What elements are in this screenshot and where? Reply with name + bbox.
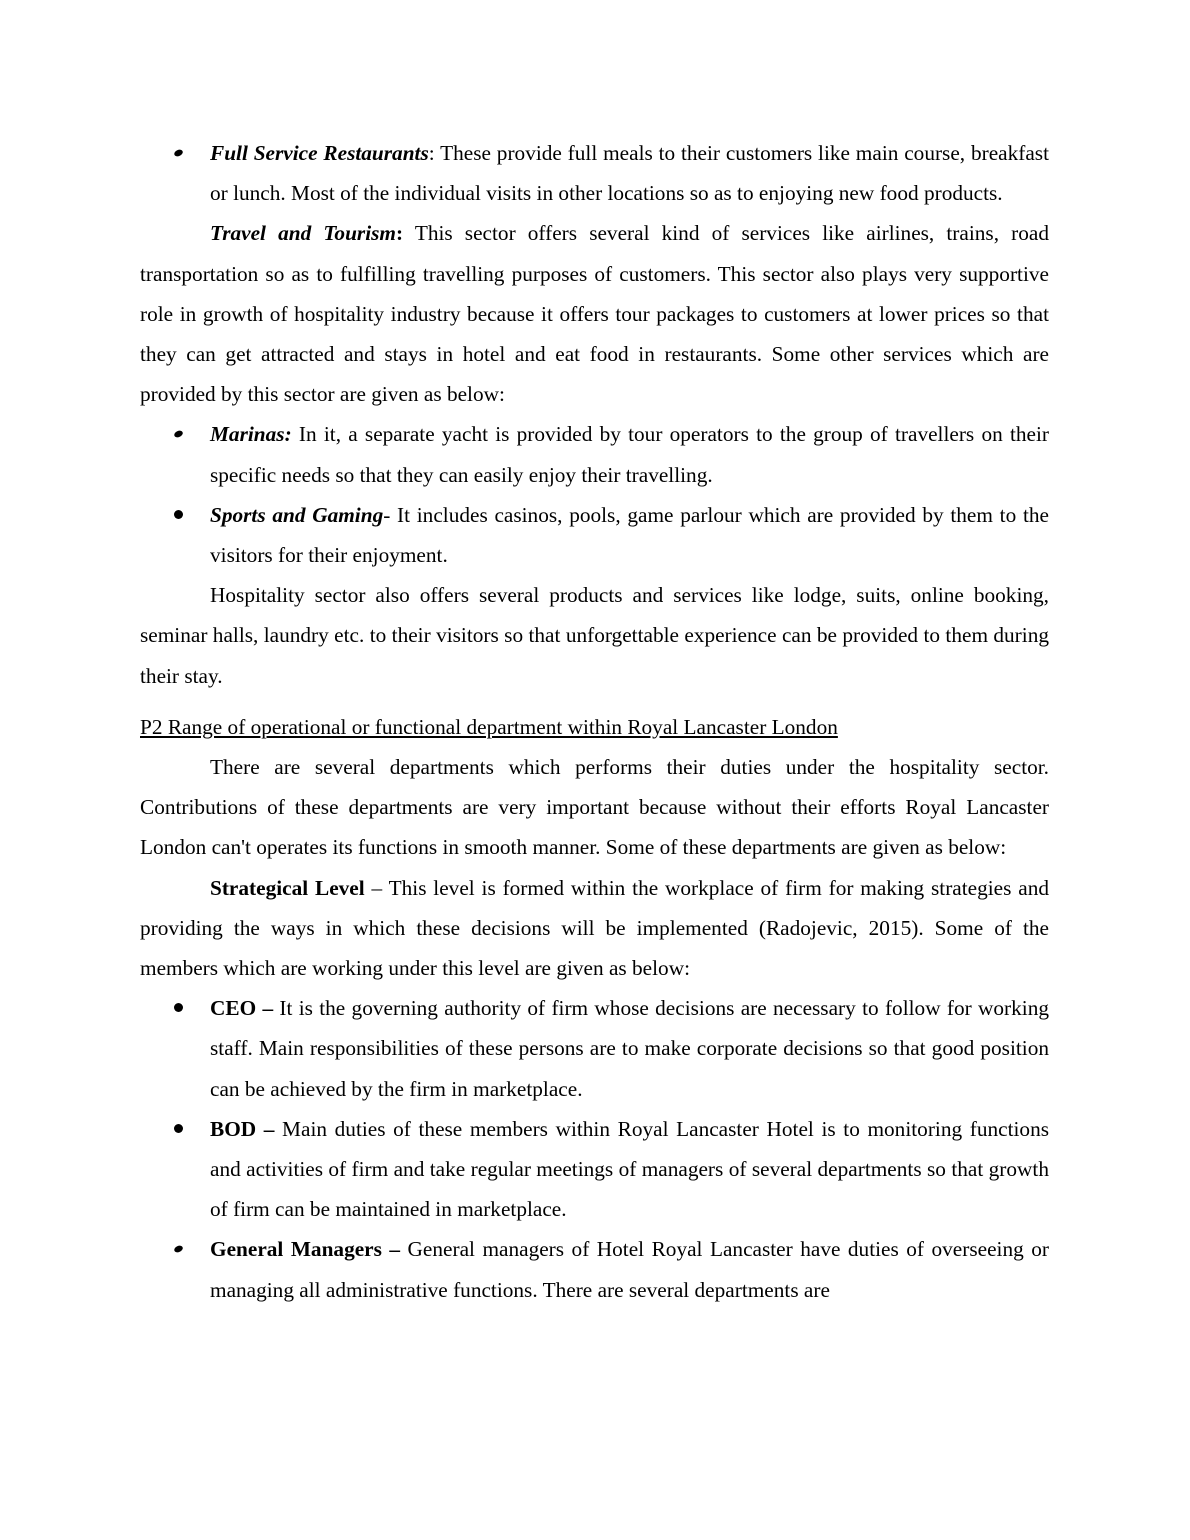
bullet-text: Main duties of these members within Royal Lancaster Hotel is to monitoring functions and activities of firm and take regular meetings of managers of several departments so that growth of firm can be maintained in marketplace.	[210, 1116, 1050, 1222]
bullet-text: In it, a separate yacht is provided by tour operators to the group of travellers on their specific needs so that they can easily enjoy their travelling.	[210, 422, 1049, 487]
bullet-icon	[173, 148, 184, 157]
bullet-term: BOD –	[210, 1116, 275, 1141]
bullet-term: CEO –	[210, 996, 274, 1021]
bullet-text: It is the governing authority of firm whose decisions are necessary to follow for working staff. Main responsibilities of these persons are to make corporate decisions so that good position can be achieved by the firm in marketplace.	[210, 996, 1049, 1101]
strategical-term: Strategical Level	[210, 875, 365, 900]
bullet-marinas	[140, 414, 1049, 494]
bullet-full-service-restaurants: Full Service Restaurants: These provide full meals to their customers like main course, breakfast or lunch. Most of the individual visits in other locations so as to enjoying new food products.	[140, 133, 1049, 213]
bullet-text: - It includes casinos, pools, game parlour which are provided by them to the visitors for their enjoyment.	[210, 502, 1049, 568]
bullet-bod	[140, 1109, 1049, 1230]
bullet-icon	[173, 1245, 184, 1254]
bullet-icon	[174, 1124, 183, 1133]
bullet-text: These provide full meals to their customers like main course, breakfast or lunch. Most of the individual visits in other locations so as to enjoying new food products.	[210, 141, 1050, 206]
travel-text: This sector offers several kind of services like airlines, trains, road transportation so as to fulfilling travelling purposes of customers. This sector also plays very supportive role in growth of hospitality industry because it offers tour packages to customers at lower prices so that they can get attracted and stays in hotel and eat food in restaurants. Some other services which are provided by this sector are given as below:	[140, 221, 1049, 407]
bullet-icon	[174, 1003, 183, 1012]
bullet-term: Marinas:	[210, 422, 292, 447]
bullet-ceo	[140, 988, 1049, 1109]
strategical-level-paragraph	[140, 868, 1049, 989]
strategical-text: – This level is formed within the workplace of firm for making strategies and providing the ways in which these decisions will be implemented (Radojevic, 2015). Some of the members which are working under this level are given as below:	[140, 875, 1049, 981]
departments-paragraph: There are several departments which performs their duties under the hospitality sector. Contributions of these departments are very important because without their efforts Royal Lancaster London can't operates its functions in smooth manner. Some of these departments are given as below:	[140, 755, 1049, 860]
bullet-term: General Managers –	[210, 1237, 401, 1262]
section-heading: P2 Range of operational or functional department within Royal Lancaster London	[140, 714, 838, 739]
travel-tourism-paragraph: Travel and Tourism: This sector offers several kind of services like airlines, trains, road transportation so as to fulfilling travelling purposes of customers. This sector also plays very supportive role in growth of hospitality industry because it offers tour packages to customers at lower prices so that they can get attracted and stays in hotel and eat food in restaurants. Some other services which are provided by this sector are given as below:	[140, 221, 1049, 407]
bullet-icon	[174, 510, 183, 519]
travel-term: Travel and Tourism	[210, 221, 396, 246]
bullet-general-managers	[140, 1229, 1049, 1309]
bullet-icon	[173, 430, 184, 439]
bullet-term: Full Service Restaurants	[210, 141, 429, 165]
bullet-term: Sports and Gaming	[210, 502, 384, 527]
hospitality-paragraph: Hospitality sector also offers several products and services like lodge, suits, online booking, seminar halls, laundry etc. to their visitors so that unforgettable experience can be provided to them during their stay.	[140, 583, 1049, 688]
bullet-text: General managers of Hotel Royal Lancaster have duties of overseeing or managing all administrative functions. There are several departments are	[210, 1237, 1049, 1302]
document-page	[140, 133, 1049, 1310]
bullet-sports-gaming	[140, 495, 1049, 575]
